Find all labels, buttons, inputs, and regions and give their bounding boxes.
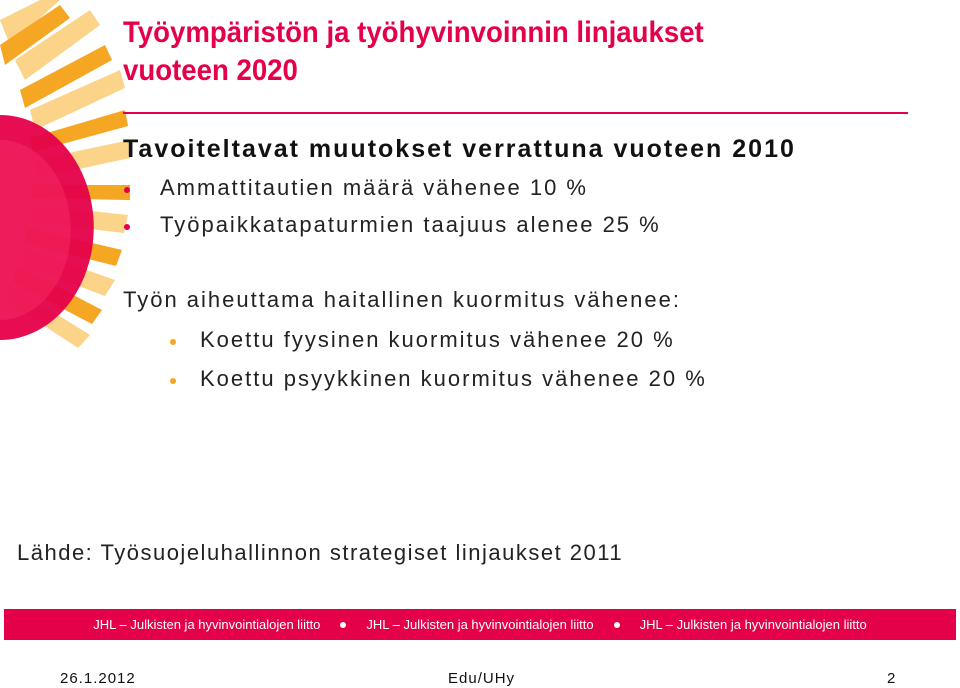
bullet-item: [160, 212, 661, 238]
bullet-text: Ammattitautien määrä vähenee 10 %: [160, 175, 588, 200]
source-citation: Lähde: Työsuojeluhallinnon strategiset linjaukset 2011: [17, 540, 624, 565]
title-divider: [123, 112, 908, 114]
sub-bullet-text: Koettu fyysinen kuormitus vähenee 20 %: [200, 327, 675, 352]
sub-bullet-item: [200, 327, 675, 353]
footer-banner: [4, 609, 956, 640]
bullet-dot-icon: [124, 224, 130, 230]
sub-bullet-dot-icon: [170, 378, 176, 384]
slide-title-line-1: Työympäristön ja työhyvinvoinnin linjaukset: [123, 16, 704, 49]
footer-banner-text: JHL – Julkisten ja hyvinvointialojen liitto: [366, 617, 594, 632]
footer-banner-text: JHL – Julkisten ja hyvinvointialojen liitto: [639, 617, 867, 632]
bullet-dot-icon: [124, 187, 130, 193]
bullet-separator-icon: [340, 622, 346, 628]
sub-bullet-text: Koettu psyykkinen kuormitus vähenee 20 %: [200, 366, 707, 391]
footer-date: 26.1.2012: [60, 670, 136, 687]
load-paragraph: Työn aiheuttama haitallinen kuormitus vähenee:: [123, 287, 681, 312]
footer-banner-text: JHL – Julkisten ja hyvinvointialojen liitto: [93, 617, 321, 632]
bullet-text: Työpaikkatapaturmien taajuus alenee 25 %: [160, 212, 661, 237]
slide-title: [123, 14, 822, 90]
footer-author: Edu/UHy: [448, 670, 516, 687]
sub-bullet-item: [200, 366, 707, 392]
bullet-separator-icon: [614, 622, 620, 628]
sub-bullet-dot-icon: [170, 339, 176, 345]
slide-title-line-2: vuoteen 2020: [123, 54, 298, 87]
page-number: 2: [887, 670, 897, 687]
bullet-item: [160, 175, 588, 201]
section-heading: Tavoiteltavat muutokset verrattuna vuoteen 2010: [123, 135, 796, 163]
